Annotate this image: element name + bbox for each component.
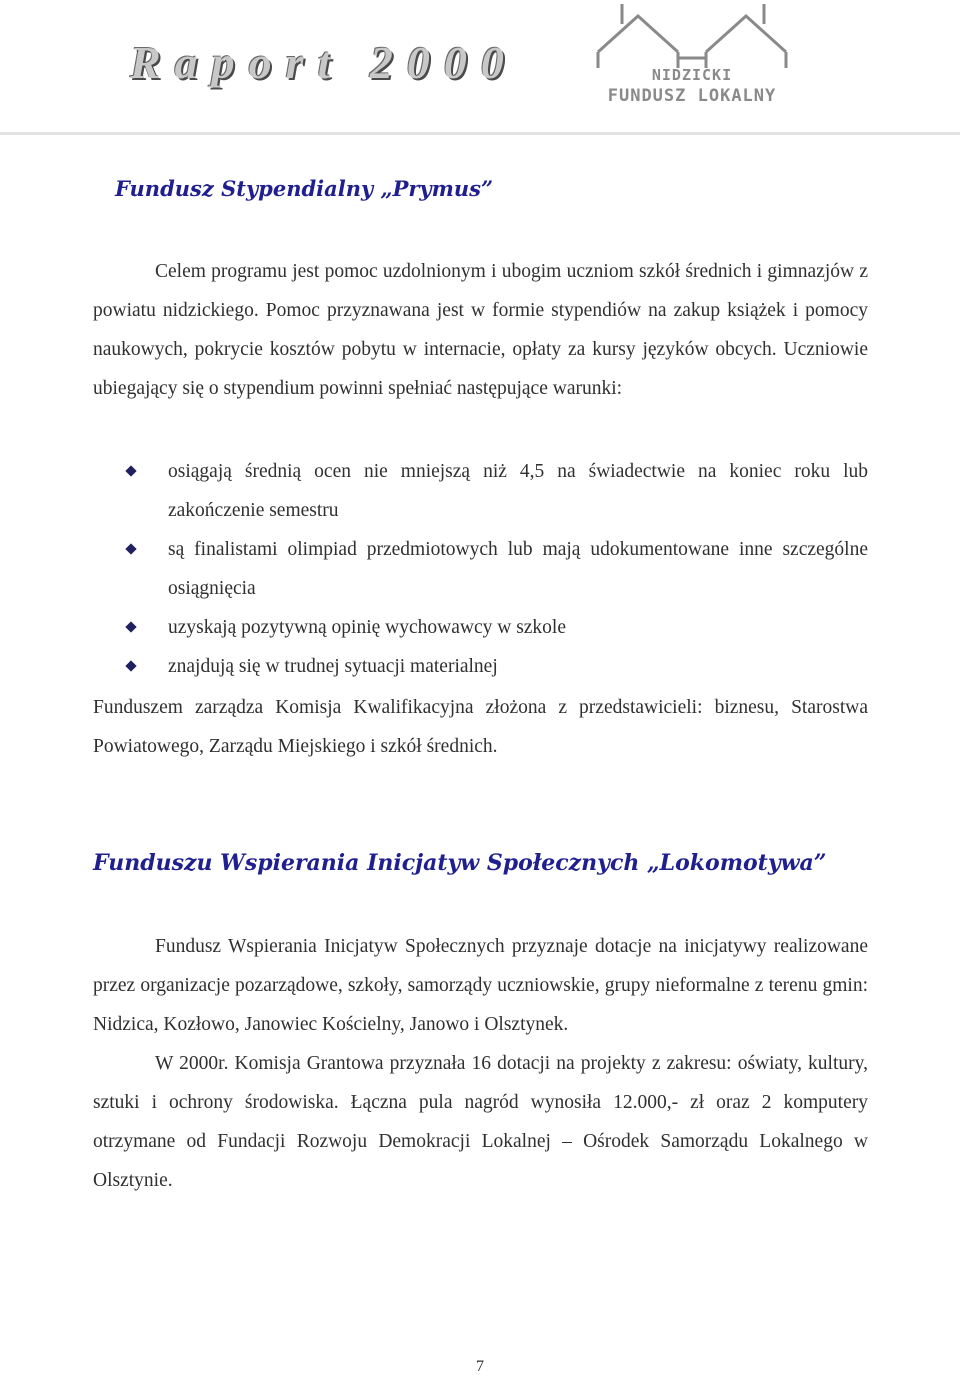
section-heading-lokomotywa: Funduszu Wspierania Inicjatyw Społecznych „Lokomotywa” [93, 850, 827, 876]
list-item: uzyskają pozytywną opinię wychowawcy w szkole [123, 608, 868, 647]
lokomotywa-body [93, 927, 868, 1200]
prymus-closing-paragraph: Funduszem zarządza Komisja Kwalifikacyjna złożona z przedstawicieli: biznesu, Starostwa Powiatowego, Zarządu Miejskiego i szkół średnich. [93, 697, 868, 757]
list-item: są finalistami olimpiad przedmiotowych lub mają udokumentowane inne szczególne osiągnięcia [123, 530, 868, 608]
header-divider [0, 132, 960, 135]
diamond-bullet-icon [125, 621, 136, 632]
section-heading-prymus: Fundusz Stypendialny „Prymus” [115, 176, 494, 201]
list-item: znajdują się w trudnej sytuacji materialnej [123, 647, 868, 686]
conditions-list [123, 452, 868, 686]
logo-text-line1: NIDZICKI [651, 66, 733, 84]
list-item: osiągają średnią ocen nie mniejszą niż 4,5 na świadectwie na koniec roku lub zakończenie semestru [123, 452, 868, 530]
fundusz-logo [592, 2, 792, 108]
report-title: Raport 2000 [130, 37, 518, 88]
page-number: 7 [476, 1358, 484, 1375]
prymus-intro-paragraph: Celem programu jest pomoc uzdolnionym i ubogim uczniom szkół średnich i gimnazjów z powiatu nidzickiego. Pomoc przyznawana jest w formie stypendiów na zakup książek i pomocy naukowych, pokrycie kosztów pobytu w internacie, opłaty za kursy języków obcych. Uczniowie ubiegający się o stypendium powinni spełniać następujące warunki: [93, 261, 868, 399]
prymus-closing [93, 688, 868, 766]
lokomotywa-paragraph-2: W 2000r. Komisja Grantowa przyznała 16 dotacji na projekty z zakresu: oświaty, kultury, sztuki i ochrony środowiska. Łączna pula nagród wynosiła 12.000,- zł oraz 2 komputery otrzymane od Fundacji Rozwoju Demokracji Lokalnej – Ośrodek Samorządu Lokalnego w Olsztynie. [93, 1053, 868, 1191]
prymus-intro [93, 252, 868, 408]
diamond-bullet-icon [125, 465, 136, 476]
logo-text-line2: FUNDUSZ LOKALNY [607, 86, 777, 106]
diamond-bullet-icon [125, 660, 136, 671]
house-roofs-icon [592, 2, 792, 72]
page-header [0, 0, 960, 136]
diamond-bullet-icon [125, 543, 136, 554]
lokomotywa-paragraph-1: Fundusz Wspierania Inicjatyw Społecznych przyznaje dotacje na inicjatywy realizowane przez organizacje pozarządowe, szkoły, samorządy uczniowskie, grupy nieformalne z terenu gmin: Nidzica, Kozłowo, Janowiec Kościelny, Janowo i Olsztynek. [93, 936, 868, 1035]
